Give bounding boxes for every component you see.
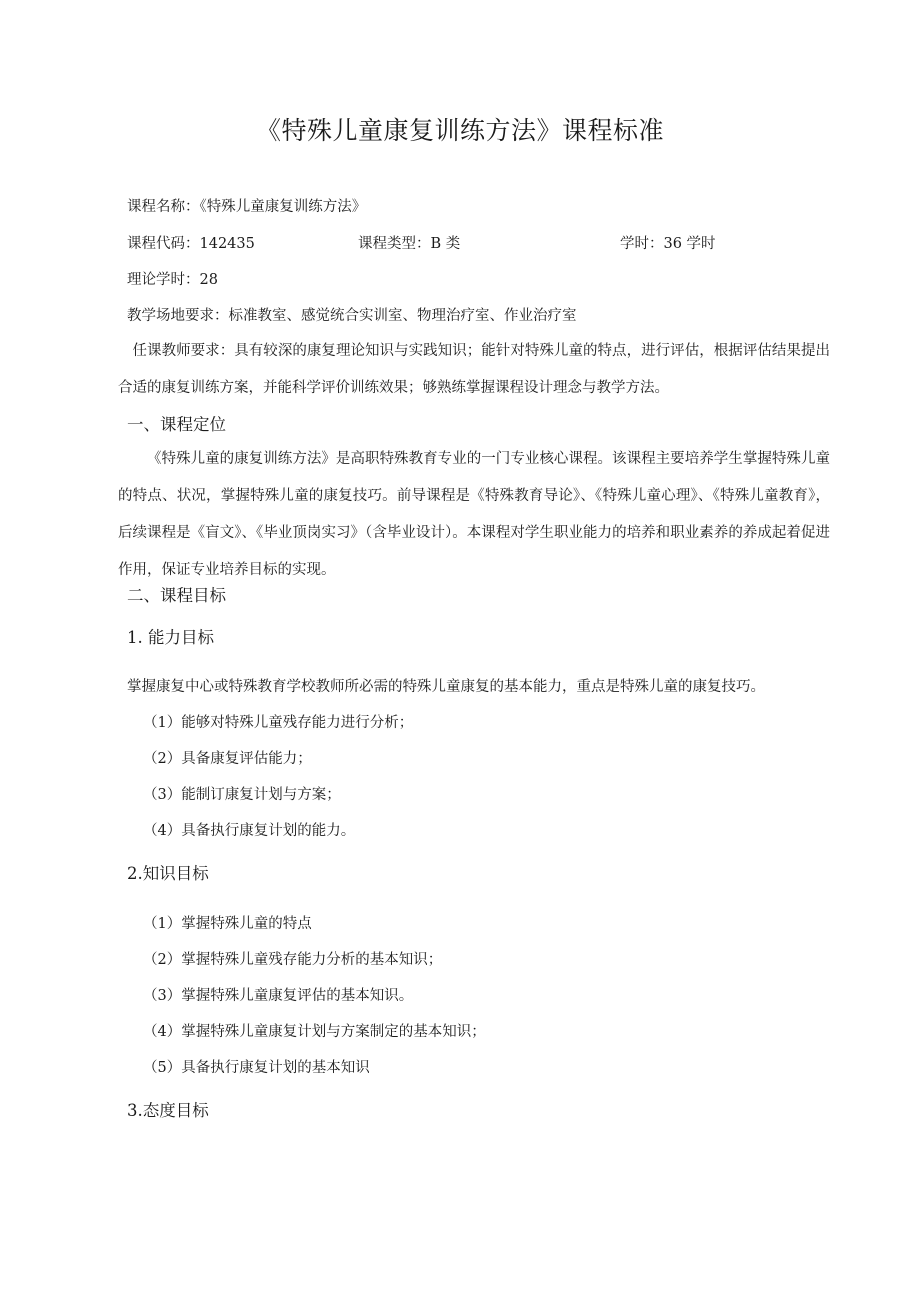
list-item: （3）掌握特殊儿童康复评估的基本知识。 bbox=[143, 988, 414, 1004]
theory-hours: 理论学时：28 bbox=[127, 272, 218, 288]
section-heading-positioning: 一、课程定位 bbox=[127, 415, 226, 434]
course-name: 课程名称：《特殊儿童康复训练方法》 bbox=[127, 199, 367, 215]
list-item: （4）具备执行康复计划的能力。 bbox=[143, 823, 356, 839]
list-item: （5）具备执行康复计划的基本知识 bbox=[143, 1060, 370, 1076]
list-item: （1）能够对特殊儿童残存能力进行分析； bbox=[143, 715, 414, 731]
positioning-paragraph: 《特殊儿童的康复训练方法》是高职特殊教育专业的一门专业核心课程。该课程主要培养学生掌握特殊儿童的特点、状况，掌握特殊儿童的康复技巧。前导课程是《特殊教育导论》、《特殊儿童心理》、《特殊儿童教育》，后续课程是《盲文》、《毕业顶岗实习》（含毕业设计）。本课程对学生职业能力的培养和职业素养的养成起着促进作用，保证专业培养目标的实现。 bbox=[118, 451, 830, 578]
list-item: （4）掌握特殊儿童康复计划与方案制定的基本知识； bbox=[143, 1024, 486, 1040]
ability-objectives-heading: 1. 能力目标 bbox=[127, 628, 214, 647]
list-item: （2）具备康复评估能力； bbox=[143, 751, 312, 767]
course-type: 课程类型：B 类 bbox=[358, 236, 461, 252]
course-hours: 学时：36 学时 bbox=[620, 236, 716, 252]
ability-objectives-intro: 掌握康复中心或特殊教育学校教师所必需的特殊儿童康复的基本能力，重点是特殊儿童的康复技巧。 bbox=[127, 679, 765, 695]
venue-requirement: 教学场地要求：标准教室、感觉统合实训室、物理治疗室、作业治疗室 bbox=[127, 308, 577, 324]
list-item: （3）能制订康复计划与方案； bbox=[143, 787, 341, 803]
list-item: （2）掌握特殊儿童残存能力分析的基本知识； bbox=[143, 952, 443, 968]
attitude-objectives-heading: 3.态度目标 bbox=[127, 1101, 209, 1120]
section-heading-objectives: 二、课程目标 bbox=[127, 586, 226, 605]
course-code: 课程代码：142435 bbox=[127, 236, 255, 252]
page-title: 《特殊儿童康复训练方法》课程标准 bbox=[255, 116, 664, 145]
list-item: （1）掌握特殊儿童的特点 bbox=[143, 916, 312, 932]
knowledge-objectives-heading: 2.知识目标 bbox=[127, 864, 209, 883]
teacher-requirement: 任课教师要求：具有较深的康复理论知识与实践知识；能针对特殊儿童的特点，进行评估，根据评估结果提出合适的康复训练方案，并能科学评价训练效果；够熟练掌握课程设计理念与教学方法。 bbox=[118, 343, 830, 396]
